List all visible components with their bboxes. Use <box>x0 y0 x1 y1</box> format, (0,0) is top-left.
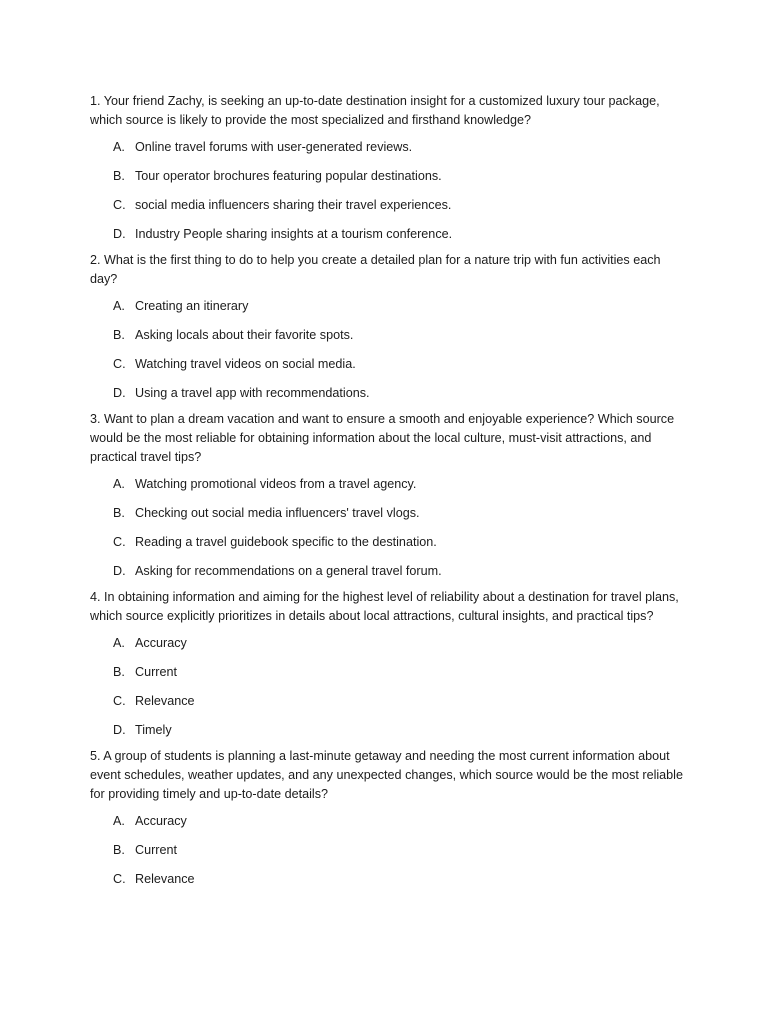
option-d <box>90 562 684 581</box>
option-b <box>90 841 684 860</box>
option-letter: D. <box>113 386 126 400</box>
option-text: Online travel forums with user-generated reviews. <box>135 140 413 154</box>
option-c <box>90 533 684 552</box>
option-text: Industry People sharing insights at a tourism conference. <box>135 227 453 241</box>
option-b <box>90 326 684 345</box>
option-c <box>90 870 684 889</box>
option-c <box>90 692 684 711</box>
question-1 <box>90 92 684 244</box>
option-text: Relevance <box>135 694 195 708</box>
question-text: 4. In obtaining information and aiming for the highest level of reliability about a destination for travel plans, which source explicitly prioritizes in details about local attractions, cultural insights, and practical tips? <box>90 590 679 623</box>
option-text: Watching promotional videos from a travel agency. <box>135 477 417 491</box>
option-a <box>90 634 684 653</box>
option-letter: C. <box>113 357 126 371</box>
option-letter: C. <box>113 872 126 886</box>
option-text: Watching travel videos on social media. <box>135 357 356 371</box>
option-text: Checking out social media influencers' travel vlogs. <box>135 506 420 520</box>
option-b <box>90 167 684 186</box>
option-letter: B. <box>113 665 125 679</box>
option-text: Relevance <box>135 872 195 886</box>
question-text: 3. Want to plan a dream vacation and want to ensure a smooth and enjoyable experience? Which source would be the most reliable for obtaining information about the local culture, must-visit attractions, and practical travel tips? <box>90 412 675 464</box>
option-letter: A. <box>113 140 125 154</box>
option-list <box>90 138 684 244</box>
option-text: Accuracy <box>135 814 187 828</box>
option-a <box>90 138 684 157</box>
option-c <box>90 355 684 374</box>
option-a <box>90 297 684 316</box>
option-letter: B. <box>113 506 125 520</box>
question-3 <box>90 410 684 581</box>
option-text: Current <box>135 665 177 679</box>
option-list <box>90 812 684 889</box>
option-text: Tour operator brochures featuring popular destinations. <box>135 169 442 183</box>
option-letter: D. <box>113 723 126 737</box>
option-letter: A. <box>113 299 125 313</box>
question-2 <box>90 251 684 403</box>
option-text: Asking for recommendations on a general travel forum. <box>135 564 442 578</box>
option-c <box>90 196 684 215</box>
option-a <box>90 475 684 494</box>
option-list <box>90 475 684 581</box>
option-letter: C. <box>113 535 126 549</box>
option-letter: A. <box>113 814 125 828</box>
option-list <box>90 634 684 740</box>
question-text: 1. Your friend Zachy, is seeking an up-to-date destination insight for a customized luxury tour package, which source is likely to provide the most specialized and firsthand knowledge? <box>90 94 660 127</box>
option-letter: C. <box>113 694 126 708</box>
option-text: Using a travel app with recommendations. <box>135 386 370 400</box>
option-letter: B. <box>113 169 125 183</box>
option-b <box>90 663 684 682</box>
option-d <box>90 384 684 403</box>
question-4 <box>90 588 684 740</box>
question-text: 5. A group of students is planning a last-minute getaway and needing the most current information about event schedules, weather updates, and any unexpected changes, which source would be the most reliable for providing timely and up-to-date details? <box>90 749 683 801</box>
option-b <box>90 504 684 523</box>
option-d <box>90 225 684 244</box>
option-text: Reading a travel guidebook specific to the destination. <box>135 535 437 549</box>
option-list <box>90 297 684 403</box>
option-letter: C. <box>113 198 126 212</box>
option-letter: D. <box>113 564 126 578</box>
option-text: Accuracy <box>135 636 187 650</box>
option-letter: A. <box>113 477 125 491</box>
option-letter: B. <box>113 843 125 857</box>
option-text: Asking locals about their favorite spots. <box>135 328 354 342</box>
option-d <box>90 721 684 740</box>
option-a <box>90 812 684 831</box>
question-text: 2. What is the first thing to do to help you create a detailed plan for a nature trip with fun activities each day? <box>90 253 661 286</box>
option-letter: D. <box>113 227 126 241</box>
option-letter: A. <box>113 636 125 650</box>
option-letter: B. <box>113 328 125 342</box>
option-text: social media influencers sharing their travel experiences. <box>135 198 452 212</box>
option-text: Timely <box>135 723 172 737</box>
option-text: Current <box>135 843 177 857</box>
option-text: Creating an itinerary <box>135 299 249 313</box>
question-5 <box>90 747 684 889</box>
